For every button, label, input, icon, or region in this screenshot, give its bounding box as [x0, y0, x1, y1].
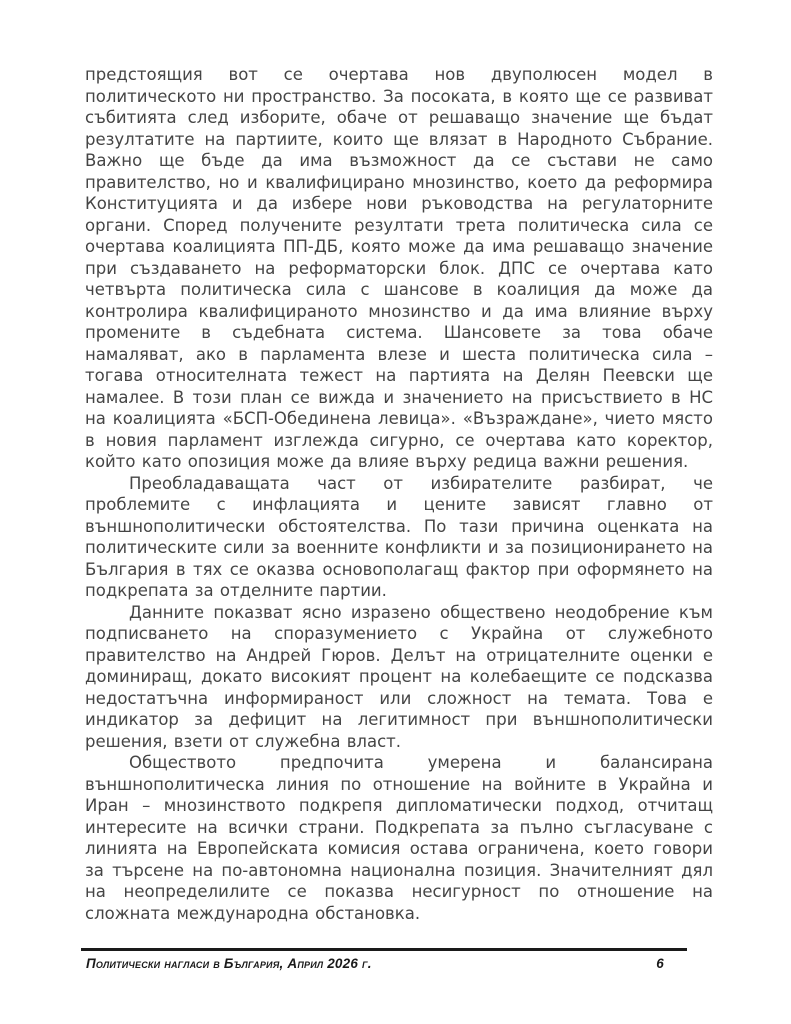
body-paragraph: Обществото предпочита умерена и балансирана външнополитическа линия по отношение на войните в Украйна и Иран – мнозинството подкрепя дипломатически подход, отчитащ интересите на всички страни. Подкрепата за пълно съгласуване с линията на Европейската комисия остава ограничена, което говори за търсене на по-автономна национална позиция. Значителният дял на неопределилите се показва несигурност по отношение на сложната международна обстановка.: [85, 753, 713, 923]
body-paragraph: Преобладаващата част от избирателите разбират, че проблемите с инфлацията и цените зависят главно от външнополитически обстоятелства. По тази причина оценката на политическите сили за военните конфликти и за позиционирането на България в тях се оказва основополагащ фактор при оформянето на подкрепата за отделните партии.: [85, 473, 713, 600]
page-body: [85, 64, 713, 924]
page-number: 6: [656, 956, 664, 971]
footer-running-title: Политически нагласи в България, Април 2026 г.: [86, 956, 372, 971]
body-paragraph: Данните показват ясно изразено обществено неодобрение към подписването на споразумението с Украйна от служебното правителство на Андрей Гюров. Делът на отрицателните оценки е доминиращ, докато високият процент на колебаещите се подсказва недостатъчна информираност или сложност на темата. Това е индикатор за дефицит на легитимност при външнополитически решения, взети от служебна власт.: [85, 602, 713, 751]
footer-row: [81, 951, 687, 971]
body-paragraph: предстоящия вот се очертава нов двуполюсен модел в политическото ни пространство. За посоката, в която ще се развиват събитията след изборите, обаче от решаващо значение ще бъдат резултатите на партиите, които ще влязат в Народното Събрание. Важно ще бъде да има възможност да се състави не само правителство, но и квалифицирано мнозинство, което да реформира Конституцията и да избере нови ръководства на регулаторните органи. Според получените резултати трета политическа сила се очертава коалицията ПП-ДБ, която може да има решаващо значение при създаването на реформаторски блок. ДПС се очертава като четвърта политическа сила с шансове в коалиция да може да контролира квалифицираното мнозинство и да има влияние върху промените в съдебната система. Шансовете за това обаче намаляват, ако в парламента влезе и шеста политическа сила – тогава относителната тежест на партията на Делян Пеевски ще намалее. В този план се вижда и значението на присъствието в НС на коалицията «БСП-Обединена левица». «Възраждане», чието място в новия парламент изглежда сигурно, се очертава като коректор, който като опозиция може да влияе върху редица важни решения.: [85, 65, 713, 471]
page-footer: [81, 948, 687, 971]
